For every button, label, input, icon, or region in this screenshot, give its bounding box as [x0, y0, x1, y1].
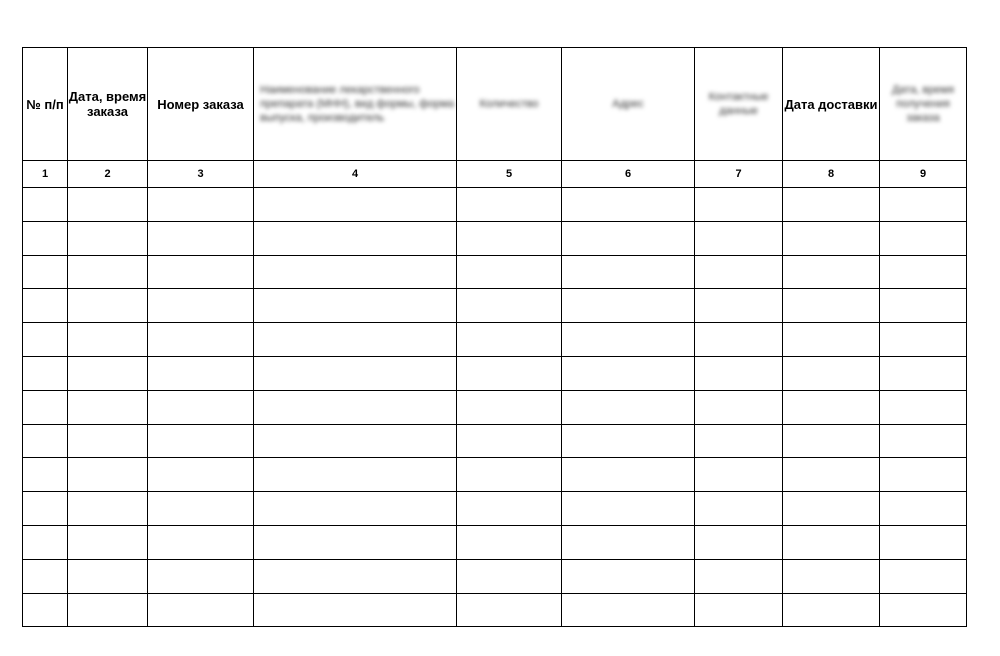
table-row	[23, 424, 967, 458]
empty-cell	[23, 458, 68, 492]
empty-cell	[254, 323, 457, 357]
empty-cell	[880, 188, 967, 222]
empty-cell	[783, 188, 880, 222]
empty-cell	[695, 458, 783, 492]
empty-cell	[695, 492, 783, 526]
column-number: 8	[783, 161, 880, 188]
empty-cell	[148, 356, 254, 390]
empty-cell	[68, 424, 148, 458]
empty-cell	[254, 458, 457, 492]
empty-cell	[695, 188, 783, 222]
empty-cell	[23, 424, 68, 458]
empty-cell	[254, 559, 457, 593]
empty-cell	[880, 492, 967, 526]
empty-cell	[68, 458, 148, 492]
empty-cell	[880, 390, 967, 424]
empty-cell	[68, 559, 148, 593]
empty-cell	[148, 323, 254, 357]
empty-cell	[254, 356, 457, 390]
empty-cell	[68, 255, 148, 289]
header-cell-1: № п/п	[23, 48, 68, 161]
empty-cell	[68, 525, 148, 559]
empty-cell	[68, 221, 148, 255]
empty-cell	[562, 492, 695, 526]
empty-cell	[23, 323, 68, 357]
empty-cell	[148, 458, 254, 492]
empty-cell	[695, 559, 783, 593]
empty-cell	[68, 289, 148, 323]
empty-cell	[68, 593, 148, 627]
order-journal-sheet	[22, 47, 967, 627]
empty-cell	[68, 356, 148, 390]
empty-cell	[562, 221, 695, 255]
empty-cell	[68, 188, 148, 222]
empty-cell	[254, 390, 457, 424]
empty-cell	[562, 424, 695, 458]
empty-cell	[562, 559, 695, 593]
empty-cell	[457, 458, 562, 492]
empty-cell	[562, 458, 695, 492]
table-row	[23, 559, 967, 593]
empty-cell	[562, 525, 695, 559]
table-row	[23, 289, 967, 323]
empty-cell	[254, 289, 457, 323]
column-number: 5	[457, 161, 562, 188]
table-row	[23, 458, 967, 492]
empty-cell	[783, 525, 880, 559]
header-cell-2: Дата, время заказа	[68, 48, 148, 161]
empty-cell	[254, 255, 457, 289]
header-cell-7: Контактные данные	[695, 48, 783, 161]
empty-cell	[880, 593, 967, 627]
table-row	[23, 492, 967, 526]
empty-cell	[783, 323, 880, 357]
empty-cell	[148, 559, 254, 593]
empty-cell	[23, 559, 68, 593]
empty-cell	[562, 289, 695, 323]
order-journal-table	[22, 47, 967, 627]
empty-cell	[695, 525, 783, 559]
empty-cell	[562, 593, 695, 627]
column-number-row	[23, 161, 967, 188]
table-row	[23, 525, 967, 559]
empty-cell	[68, 323, 148, 357]
column-number: 3	[148, 161, 254, 188]
empty-cell	[880, 221, 967, 255]
empty-cell	[880, 525, 967, 559]
empty-cell	[254, 593, 457, 627]
empty-cell	[695, 390, 783, 424]
table-row	[23, 188, 967, 222]
empty-cell	[457, 356, 562, 390]
empty-cell	[880, 356, 967, 390]
empty-cell	[254, 221, 457, 255]
table-row	[23, 323, 967, 357]
empty-cell	[562, 356, 695, 390]
empty-cell	[23, 255, 68, 289]
empty-cell	[880, 323, 967, 357]
column-number: 1	[23, 161, 68, 188]
table-row	[23, 255, 967, 289]
table-row	[23, 356, 967, 390]
header-cell-3: Номер заказа	[148, 48, 254, 161]
header-row	[23, 48, 967, 161]
empty-cell	[148, 525, 254, 559]
empty-cell	[457, 255, 562, 289]
empty-cell	[254, 424, 457, 458]
empty-cell	[23, 525, 68, 559]
empty-cell	[457, 492, 562, 526]
column-number: 7	[695, 161, 783, 188]
empty-cell	[695, 289, 783, 323]
empty-cell	[783, 458, 880, 492]
empty-cell	[457, 424, 562, 458]
empty-cell	[148, 289, 254, 323]
empty-cell	[148, 255, 254, 289]
empty-cell	[783, 221, 880, 255]
empty-cell	[23, 390, 68, 424]
empty-cell	[148, 221, 254, 255]
empty-cell	[457, 525, 562, 559]
empty-cell	[23, 492, 68, 526]
empty-cell	[783, 593, 880, 627]
empty-cell	[695, 356, 783, 390]
empty-cell	[783, 356, 880, 390]
empty-cell	[783, 390, 880, 424]
empty-cell	[457, 323, 562, 357]
empty-cell	[23, 593, 68, 627]
empty-cell	[783, 492, 880, 526]
empty-cell	[880, 424, 967, 458]
empty-cell	[880, 458, 967, 492]
empty-cell	[562, 323, 695, 357]
empty-cell	[562, 188, 695, 222]
header-cell-6: Адрес	[562, 48, 695, 161]
empty-cell	[457, 559, 562, 593]
empty-cell	[457, 221, 562, 255]
empty-cell	[23, 289, 68, 323]
empty-cell	[783, 559, 880, 593]
header-cell-5: Количество	[457, 48, 562, 161]
empty-cell	[695, 255, 783, 289]
empty-cell	[148, 424, 254, 458]
table-row	[23, 390, 967, 424]
column-number: 2	[68, 161, 148, 188]
empty-cell	[23, 356, 68, 390]
empty-cell	[880, 559, 967, 593]
empty-cell	[695, 323, 783, 357]
empty-cell	[23, 188, 68, 222]
table-row	[23, 221, 967, 255]
empty-cell	[562, 255, 695, 289]
empty-cell	[695, 424, 783, 458]
empty-cell	[148, 390, 254, 424]
empty-cell	[880, 289, 967, 323]
empty-cell	[695, 593, 783, 627]
empty-cell	[562, 390, 695, 424]
empty-cell	[254, 492, 457, 526]
header-cell-9: Дата, время получения заказа	[880, 48, 967, 161]
empty-cell	[148, 593, 254, 627]
empty-cell	[783, 255, 880, 289]
empty-cell	[254, 188, 457, 222]
empty-cell	[783, 424, 880, 458]
empty-cell	[695, 221, 783, 255]
empty-cell	[68, 492, 148, 526]
empty-cell	[457, 593, 562, 627]
column-number: 6	[562, 161, 695, 188]
column-number: 9	[880, 161, 967, 188]
empty-cell	[68, 390, 148, 424]
empty-cell	[23, 221, 68, 255]
header-cell-8: Дата доставки	[783, 48, 880, 161]
empty-cell	[148, 188, 254, 222]
empty-cell	[254, 525, 457, 559]
empty-cell	[148, 492, 254, 526]
header-cell-4: Наименование лекарственного препарата (МНН), вид формы, форма выпуска, производитель	[254, 48, 457, 161]
empty-cell	[880, 255, 967, 289]
empty-cell	[457, 289, 562, 323]
empty-cell	[783, 289, 880, 323]
empty-cell	[457, 390, 562, 424]
table-row	[23, 593, 967, 627]
empty-cell	[457, 188, 562, 222]
column-number: 4	[254, 161, 457, 188]
